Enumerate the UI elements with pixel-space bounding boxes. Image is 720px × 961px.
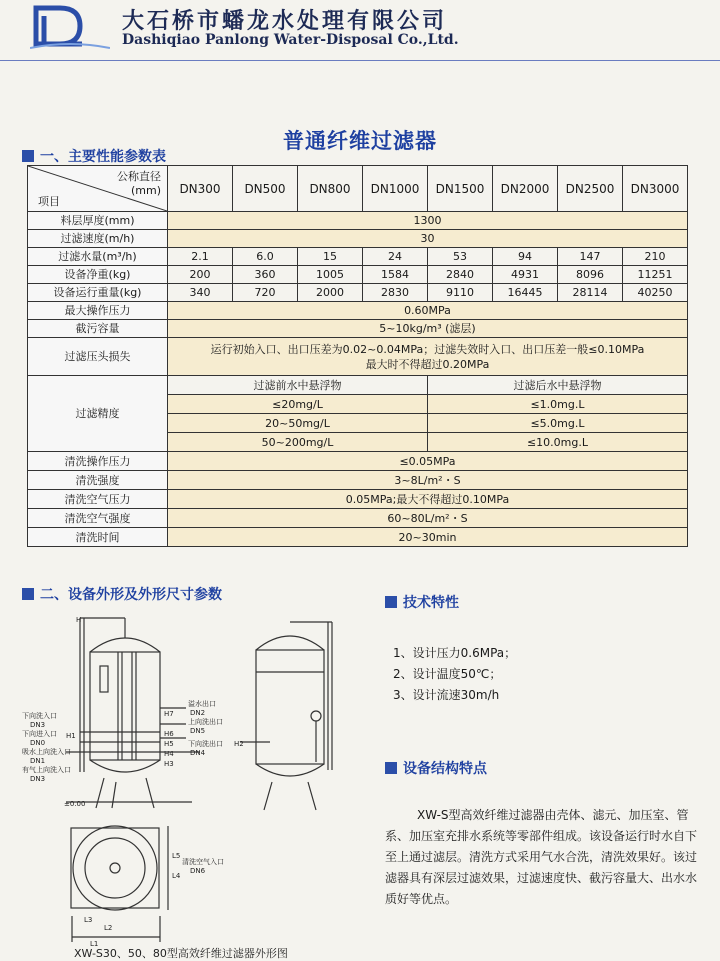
drawing-label: DN3 bbox=[30, 775, 46, 783]
diameter-header: DN1500 bbox=[428, 166, 493, 212]
drawing-label: DN2 bbox=[190, 709, 206, 717]
drawing-label: 下向进入口 bbox=[22, 730, 57, 738]
row-label: 设备净重(kg) bbox=[28, 266, 168, 284]
table-row bbox=[28, 376, 688, 395]
square-bullet-icon bbox=[385, 762, 397, 774]
row-label: 清洗时间 bbox=[28, 528, 168, 547]
drawing-label: H2 bbox=[234, 740, 244, 748]
cell: 11251 bbox=[623, 266, 688, 284]
row-label: 过滤水量(m³/h) bbox=[28, 248, 168, 266]
drawing-label: 有气上向洗入口 bbox=[22, 766, 71, 774]
drawing-label: H7 bbox=[164, 710, 174, 718]
structure-description: XW-S型高效纤维过滤器由壳体、滤元、加压室、管系、加压室充排水系统等零部件组成。该设备运行时水自下至上通过滤层。清洗方式采用气水合洗，清洗效果好。该过滤器具有深层过滤效果，过滤速度快、截污容量大、出水水质好等优点。 bbox=[385, 808, 698, 906]
row-label: 过滤速度(m/h) bbox=[28, 230, 168, 248]
corner-bottom-label: 项目 bbox=[38, 195, 60, 208]
equipment-drawing bbox=[20, 612, 380, 960]
table-row bbox=[28, 284, 688, 302]
drawing-label: DN0 bbox=[30, 739, 46, 747]
tech-feature-list bbox=[393, 643, 516, 706]
diameter-header: DN2000 bbox=[493, 166, 558, 212]
table-row bbox=[28, 302, 688, 320]
row-value: 5~10kg/m³ (滤层) bbox=[168, 320, 688, 338]
diameter-header: DN800 bbox=[298, 166, 363, 212]
cell: 200 bbox=[168, 266, 233, 284]
company-logo bbox=[30, 4, 110, 50]
precision-before-header: 过滤前水中悬浮物 bbox=[168, 376, 428, 395]
table-row bbox=[28, 509, 688, 528]
table-row bbox=[28, 528, 688, 547]
row-value: 20~30min bbox=[168, 528, 688, 547]
drawing-label: H5 bbox=[164, 740, 174, 748]
drawing-label: ±0.00 bbox=[64, 800, 86, 808]
diameter-header: DN3000 bbox=[623, 166, 688, 212]
diameter-header: DN300 bbox=[168, 166, 233, 212]
row-label: 清洗操作压力 bbox=[28, 452, 168, 471]
section-heading-structure: 设备结构特点 bbox=[385, 758, 487, 778]
section-heading-parameters: 一、主要性能参数表 bbox=[22, 146, 166, 166]
row-label: 清洗空气强度 bbox=[28, 509, 168, 528]
square-bullet-icon bbox=[385, 596, 397, 608]
table-row bbox=[28, 490, 688, 509]
cell: 720 bbox=[233, 284, 298, 302]
cell: 53 bbox=[428, 248, 493, 266]
drawing-label: DN5 bbox=[190, 727, 206, 735]
list-item: 2、设计温度50℃； bbox=[393, 667, 502, 681]
drawing-label: H3 bbox=[164, 760, 174, 768]
row-label: 清洗空气压力 bbox=[28, 490, 168, 509]
cell: 2.1 bbox=[168, 248, 233, 266]
cell: ≤20mg/L bbox=[168, 395, 428, 414]
drawing-label: H bbox=[76, 616, 82, 624]
drawing-label: L5 bbox=[172, 852, 181, 860]
row-label: 最大操作压力 bbox=[28, 302, 168, 320]
drawing-label: DN3 bbox=[30, 721, 46, 729]
section-heading-tech: 技术特性 bbox=[385, 592, 459, 612]
cell: 9110 bbox=[428, 284, 493, 302]
row-label: 截污容量 bbox=[28, 320, 168, 338]
cell: 24 bbox=[363, 248, 428, 266]
precision-after-header: 过滤后水中悬浮物 bbox=[428, 376, 688, 395]
drawing-label: H1 bbox=[66, 732, 76, 740]
row-label: 清洗强度 bbox=[28, 471, 168, 490]
cell: ≤10.0mg.L bbox=[428, 433, 688, 452]
cell: 20~50mg/L bbox=[168, 414, 428, 433]
table-row bbox=[28, 212, 688, 230]
section-heading-drawings: 二、设备外形及外形尺寸参数 bbox=[22, 584, 222, 604]
row-value: 0.05MPa;最大不得超过0.10MPa bbox=[168, 490, 688, 509]
drawing-label: H4 bbox=[164, 750, 174, 758]
document-title: 普通纤维过滤器 bbox=[283, 129, 437, 153]
row-label: 过滤精度 bbox=[28, 376, 168, 452]
square-bullet-icon bbox=[22, 150, 34, 162]
table-header-row bbox=[28, 166, 688, 212]
drawing-label: DN4 bbox=[190, 749, 206, 757]
corner-top-label: 公称直径 (mm) bbox=[117, 170, 161, 197]
cell: 210 bbox=[623, 248, 688, 266]
drawing-label: 上向洗出口 bbox=[188, 718, 223, 726]
drawing-label: 下向洗入口 bbox=[22, 712, 57, 720]
cell: ≤5.0mg.L bbox=[428, 414, 688, 433]
cell: 2830 bbox=[363, 284, 428, 302]
cell: 40250 bbox=[623, 284, 688, 302]
row-label: 料层厚度(mm) bbox=[28, 212, 168, 230]
drawing-label: L2 bbox=[104, 924, 113, 932]
row-label: 过滤压头损失 bbox=[28, 338, 168, 376]
drawing-label: L3 bbox=[84, 916, 93, 924]
row-value: 30 bbox=[168, 230, 688, 248]
row-value: 1300 bbox=[168, 212, 688, 230]
drawing-label: 清洗空气入口 bbox=[182, 858, 224, 866]
cell: 16445 bbox=[493, 284, 558, 302]
table-row bbox=[28, 338, 688, 376]
table-row bbox=[28, 452, 688, 471]
drawing-label: H6 bbox=[164, 730, 174, 738]
table-row bbox=[28, 248, 688, 266]
page-header bbox=[0, 0, 720, 70]
cell: 2840 bbox=[428, 266, 493, 284]
cell: 1584 bbox=[363, 266, 428, 284]
row-value: 60~80L/m²・S bbox=[168, 509, 688, 528]
cell: 4931 bbox=[493, 266, 558, 284]
corner-header-cell bbox=[28, 166, 168, 212]
cell: ≤1.0mg.L bbox=[428, 395, 688, 414]
company-name-en: Dashiqiao Panlong Water-Disposal Co.,Ltd. bbox=[122, 32, 459, 48]
row-value: ≤0.05MPa bbox=[168, 452, 688, 471]
cell: 28114 bbox=[558, 284, 623, 302]
drawing-label: L4 bbox=[172, 872, 181, 880]
diameter-header: DN500 bbox=[233, 166, 298, 212]
drawing-label: 溢水出口 bbox=[188, 700, 216, 708]
header-rule bbox=[0, 60, 720, 61]
table-row bbox=[28, 320, 688, 338]
drawing-labels bbox=[22, 616, 244, 948]
cell: 2000 bbox=[298, 284, 363, 302]
drawing-label: DN6 bbox=[190, 867, 206, 875]
cell: 94 bbox=[493, 248, 558, 266]
table-row bbox=[28, 471, 688, 490]
row-value: 运行初始入口、出口压差为0.02~0.04MPa；过滤失效时入口、出口压差一般≤0.10MPa 最大时不得超过0.20MPa bbox=[168, 338, 688, 376]
cell: 15 bbox=[298, 248, 363, 266]
cell: 360 bbox=[233, 266, 298, 284]
parameter-table bbox=[27, 165, 688, 547]
company-name-cn: 大石桥市蟠龙水处理有限公司 bbox=[122, 8, 448, 34]
drawing-label: DN1 bbox=[30, 757, 46, 765]
diameter-header: DN1000 bbox=[363, 166, 428, 212]
row-value: 0.60MPa bbox=[168, 302, 688, 320]
diameter-header: DN2500 bbox=[558, 166, 623, 212]
table-row bbox=[28, 266, 688, 284]
list-item: 1、设计压力0.6MPa； bbox=[393, 646, 517, 660]
cell: 6.0 bbox=[233, 248, 298, 266]
row-label: 设备运行重量(kg) bbox=[28, 284, 168, 302]
list-item: 3、设计流速30m/h bbox=[393, 688, 500, 702]
drawing-label: 吸水上向洗入口 bbox=[22, 748, 71, 756]
drawing-caption: XW-S30、50、80型高效纤维过滤器外形图 bbox=[74, 947, 288, 960]
table-row bbox=[28, 230, 688, 248]
drawing-label: 下向洗出口 bbox=[188, 740, 223, 748]
square-bullet-icon bbox=[22, 588, 34, 600]
row-value: 3~8L/m²・S bbox=[168, 471, 688, 490]
cell: 340 bbox=[168, 284, 233, 302]
drawing-label: L1 bbox=[90, 940, 99, 948]
cell: 50~200mg/L bbox=[168, 433, 428, 452]
cell: 8096 bbox=[558, 266, 623, 284]
cell: 1005 bbox=[298, 266, 363, 284]
cell: 147 bbox=[558, 248, 623, 266]
